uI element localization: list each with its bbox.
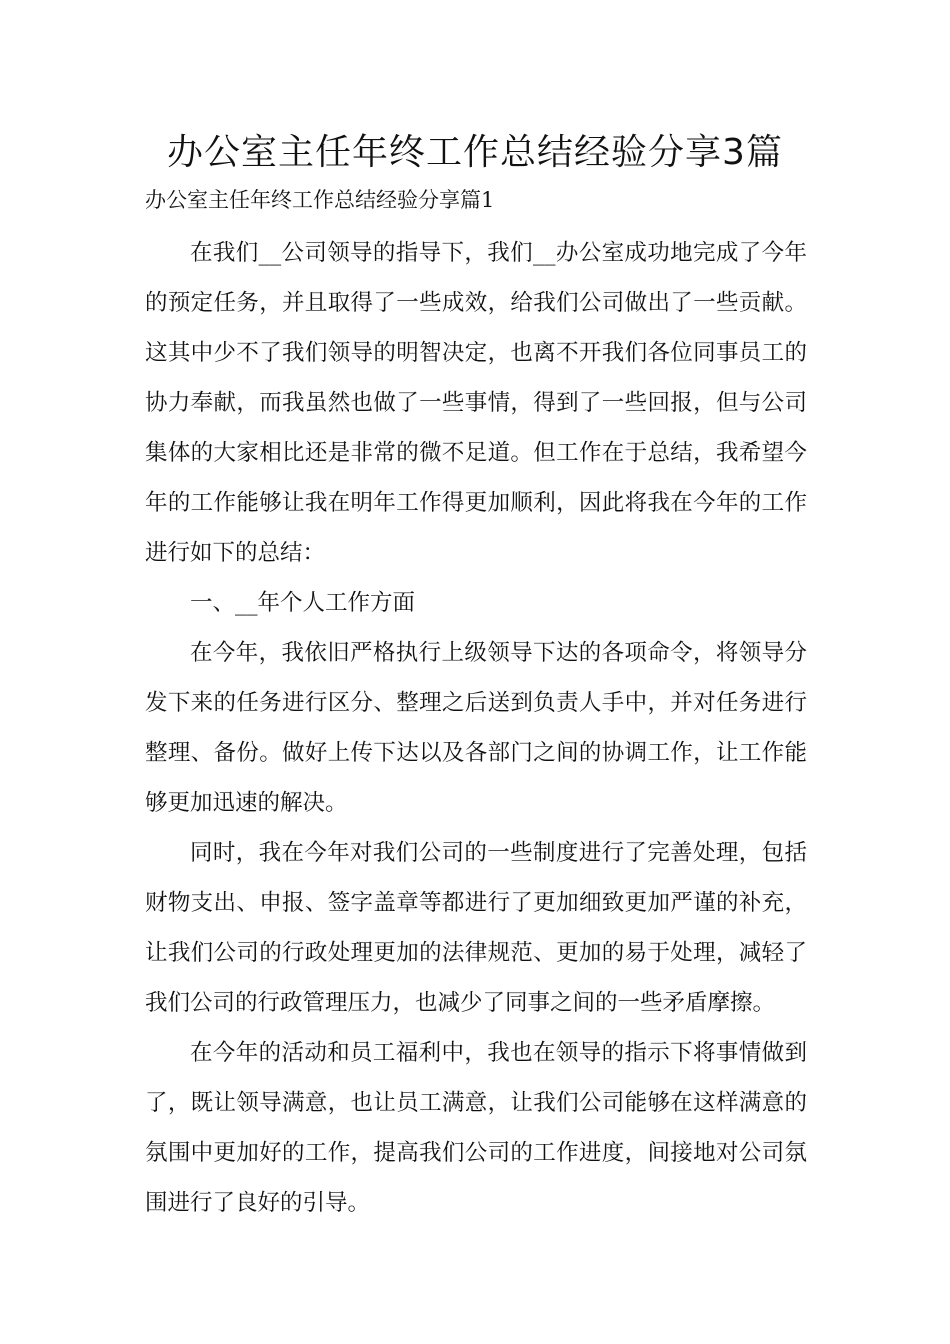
section-heading: 一、__年个人工作方面	[190, 590, 416, 616]
intro-paragraph: 在我们__公司领导的指导下，我们__办公室成功地完成了今年的预定任务，并且取得了一些成效，给我们公司做出了一些贡献。这其中少不了我们领导的明智决定，也离不开我们各位同事员工的协力奉献，而我虽然也做了一些事情，得到了一些回报，但与公司集体的大家相比还是非常的微不足道。但工作在于总结，我希望今年的工作能够让我在明年工作得更加顺利，因此将我在今年的工作进行如下的总结：	[145, 240, 807, 566]
body-paragraph: 在今年的活动和员工福利中，我也在领导的指示下将事情做到了，既让领导满意，也让员工满意，让我们公司能够在这样满意的氛围中更加好的工作，提高我们公司的工作进度，间接地对公司氛围进行了良好的引导。	[145, 1040, 807, 1216]
body-paragraph: 在今年，我依旧严格执行上级领导下达的各项命令，将领导分发下来的任务进行区分、整理之后送到负责人手中，并对任务进行整理、备份。做好上传下达以及各部门之间的协调工作，让工作能够更加迅速的解决。	[145, 640, 807, 816]
document-title: 办公室主任年终工作总结经验分享3篇	[167, 132, 783, 173]
body-paragraph: 同时，我在今年对我们公司的一些制度进行了完善处理，包括财物支出、申报、签字盖章等都进行了更加细致更加严谨的补充，让我们公司的行政处理更加的法律规范、更加的易于处理，减轻了我们公司的行政管理压力，也减少了同事之间的一些矛盾摩擦。	[145, 840, 807, 1016]
section-subtitle: 办公室主任年终工作总结经验分享篇1	[145, 188, 495, 212]
document-body	[145, 180, 807, 1228]
